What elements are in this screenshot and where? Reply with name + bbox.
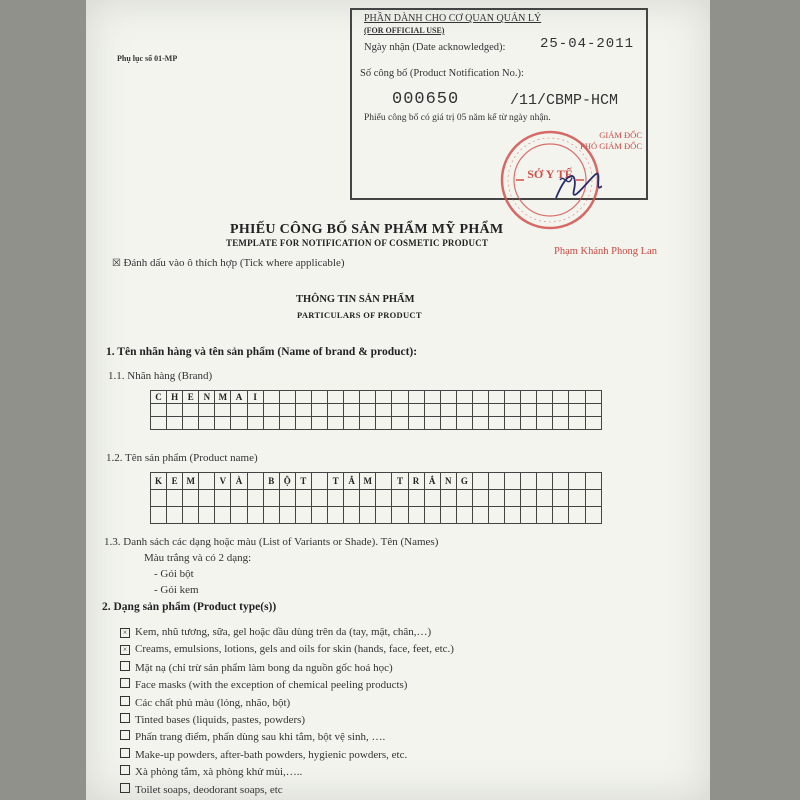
notification-number-value: 000650 [392, 90, 460, 109]
grid-cell[interactable] [151, 490, 167, 507]
grid-cell[interactable] [473, 404, 489, 417]
grid-cell[interactable] [392, 490, 408, 507]
grid-cell[interactable] [473, 490, 489, 507]
appendix-label: Phụ lục số 01-MP [117, 54, 178, 63]
grid-cell[interactable] [376, 473, 392, 490]
grid-cell[interactable] [569, 417, 585, 430]
tick-instruction [112, 257, 345, 269]
product-type-option[interactable] [120, 678, 407, 691]
grid-cell[interactable] [360, 404, 376, 417]
grid-cell[interactable]: T [392, 473, 408, 490]
grid-cell[interactable] [248, 490, 264, 507]
grid-cell[interactable] [215, 507, 231, 524]
grid-cell[interactable] [344, 391, 360, 404]
product-type-option[interactable] [120, 783, 283, 796]
grid-cell[interactable] [441, 507, 457, 524]
grid-cell[interactable] [376, 507, 392, 524]
official-title: PHẦN DÀNH CHO CƠ QUAN QUẢN LÝ [364, 13, 542, 24]
grid-cell[interactable] [328, 490, 344, 507]
grid-cell[interactable] [360, 507, 376, 524]
grid-cell[interactable] [457, 391, 473, 404]
grid-cell[interactable]: G [457, 473, 473, 490]
grid-cell[interactable] [296, 391, 312, 404]
grid-cell[interactable]: R [409, 473, 425, 490]
grid-cell[interactable] [215, 417, 231, 430]
product-name-grid[interactable] [150, 472, 602, 524]
grid-cell[interactable] [537, 473, 553, 490]
checkbox-icon[interactable] [120, 678, 130, 688]
grid-cell[interactable]: T [328, 473, 344, 490]
grid-cell[interactable] [537, 404, 553, 417]
grid-cell[interactable] [521, 490, 537, 507]
grid-cell[interactable] [409, 404, 425, 417]
grid-cell[interactable] [392, 417, 408, 430]
director-line-2: PHÓ GIÁM ĐỐC [580, 141, 642, 151]
grid-cell[interactable] [215, 490, 231, 507]
grid-cell[interactable] [215, 404, 231, 417]
grid-cell[interactable] [569, 404, 585, 417]
grid-cell[interactable] [296, 490, 312, 507]
grid-cell[interactable] [199, 473, 215, 490]
grid-cell[interactable] [280, 490, 296, 507]
grid-cell[interactable]: T [296, 473, 312, 490]
grid-cell[interactable] [328, 507, 344, 524]
grid-cell[interactable] [248, 417, 264, 430]
grid-cell[interactable] [537, 490, 553, 507]
grid-cell[interactable] [489, 417, 505, 430]
grid-cell[interactable] [473, 417, 489, 430]
product-type-option[interactable] [120, 765, 302, 778]
brand-grid[interactable] [150, 390, 602, 430]
grid-cell[interactable] [425, 507, 441, 524]
grid-cell[interactable] [489, 404, 505, 417]
product-type-label: Phấn trang điểm, phấn dùng sau khi tắm, bột vệ sinh, …. [135, 731, 386, 744]
grid-cell[interactable]: E [183, 391, 199, 404]
grid-cell[interactable]: V [215, 473, 231, 490]
grid-cell[interactable] [231, 404, 247, 417]
grid-cell[interactable] [264, 391, 280, 404]
grid-cell[interactable] [344, 507, 360, 524]
grid-cell[interactable] [409, 490, 425, 507]
checkbox-icon[interactable] [120, 730, 130, 740]
grid-cell[interactable] [441, 404, 457, 417]
grid-cell[interactable] [473, 391, 489, 404]
grid-cell[interactable] [553, 417, 569, 430]
tick-example-icon: ☒ [112, 258, 124, 269]
grid-cell[interactable] [586, 490, 602, 507]
grid-cell[interactable] [328, 417, 344, 430]
grid-cell[interactable] [537, 417, 553, 430]
grid-cell[interactable]: N [199, 391, 215, 404]
notification-number-label: Số công bố (Product Notification No.): [360, 68, 524, 79]
product-type-label: Xà phòng tắm, xà phòng khử mùi,….. [135, 766, 303, 779]
grid-cell[interactable] [328, 404, 344, 417]
grid-cell[interactable] [151, 417, 167, 430]
grid-cell[interactable] [344, 417, 360, 430]
grid-cell[interactable] [553, 404, 569, 417]
grid-cell[interactable] [344, 490, 360, 507]
grid-cell[interactable] [312, 473, 328, 490]
form-title-english: TEMPLATE FOR NOTIFICATION OF COSMETIC PRODUCT [226, 238, 489, 248]
grid-cell[interactable] [376, 404, 392, 417]
grid-cell[interactable] [312, 391, 328, 404]
grid-cell[interactable] [473, 507, 489, 524]
grid-cell[interactable]: Ắ [425, 473, 441, 490]
grid-cell[interactable] [199, 490, 215, 507]
grid-cell[interactable] [199, 404, 215, 417]
checkbox-icon[interactable] [120, 765, 130, 775]
official-subtitle: (FOR OFFICIAL USE) [364, 26, 445, 35]
grid-cell[interactable]: À [231, 473, 247, 490]
product-type-option[interactable] [120, 696, 290, 709]
product-type-option[interactable] [120, 748, 407, 761]
grid-cell[interactable] [183, 404, 199, 417]
grid-cell[interactable] [409, 417, 425, 430]
grid-cell[interactable]: H [167, 391, 183, 404]
signer-name: Phạm Khánh Phong Lan [554, 246, 657, 257]
grid-cell[interactable] [521, 417, 537, 430]
grid-cell[interactable] [473, 473, 489, 490]
product-type-option[interactable] [120, 661, 393, 674]
seal-text: SỞ Y TẾ [527, 167, 573, 181]
grid-cell[interactable] [457, 490, 473, 507]
grid-cell[interactable]: Ắ [344, 473, 360, 490]
grid-cell[interactable] [183, 490, 199, 507]
grid-cell[interactable] [151, 404, 167, 417]
grid-cell[interactable]: M [215, 391, 231, 404]
grid-cell[interactable] [586, 391, 602, 404]
grid-cell[interactable] [537, 391, 553, 404]
grid-cell[interactable] [264, 417, 280, 430]
section-title: THÔNG TIN SẢN PHẨM [296, 294, 415, 305]
grid-cell[interactable] [392, 507, 408, 524]
grid-cell[interactable] [505, 391, 521, 404]
section-title-english: PARTICULARS OF PRODUCT [297, 310, 422, 320]
grid-cell[interactable] [457, 417, 473, 430]
product-type-label: Mặt nạ (chỉ trừ sản phẩm làm bong da nguồn gốc hoá học) [135, 661, 393, 674]
grid-cell[interactable] [457, 507, 473, 524]
grid-cell[interactable]: I [248, 391, 264, 404]
grid-cell[interactable] [569, 391, 585, 404]
product-type-label: Các chất phủ màu (lỏng, nhão, bột) [135, 696, 291, 709]
checkbox-icon[interactable] [120, 748, 130, 758]
grid-cell[interactable] [231, 417, 247, 430]
grid-cell[interactable]: B [264, 473, 280, 490]
grid-cell[interactable] [586, 404, 602, 417]
grid-cell[interactable]: M [183, 473, 199, 490]
date-acknowledged-label: Ngày nhận (Date acknowledged): [364, 42, 506, 53]
grid-cell[interactable]: C [151, 391, 167, 404]
grid-cell[interactable] [537, 507, 553, 524]
form-page [86, 0, 710, 800]
grid-cell[interactable] [521, 507, 537, 524]
grid-cell[interactable] [360, 490, 376, 507]
grid-cell[interactable] [264, 404, 280, 417]
grid-cell[interactable] [505, 404, 521, 417]
grid-cell[interactable] [296, 507, 312, 524]
grid-cell[interactable] [280, 417, 296, 430]
grid-cell[interactable] [553, 490, 569, 507]
grid-cell[interactable] [441, 417, 457, 430]
grid-cell[interactable] [248, 507, 264, 524]
grid-cell[interactable] [344, 404, 360, 417]
grid-cell[interactable] [376, 417, 392, 430]
checkbox-icon[interactable] [120, 713, 130, 723]
product-type-option[interactable] [120, 626, 431, 638]
grid-cell[interactable]: E [167, 473, 183, 490]
grid-cell[interactable] [376, 490, 392, 507]
brand-product-heading: 1. Tên nhãn hàng và tên sản phẩm (Name of brand & product): [106, 346, 418, 358]
grid-cell[interactable] [167, 417, 183, 430]
product-type-label: Kem, nhũ tương, sữa, gel hoặc dầu dùng trên da (tay, mặt, chân,…) [135, 626, 432, 638]
variants-intro: Màu trắng và có 2 dạng: [144, 552, 252, 564]
grid-cell[interactable] [183, 417, 199, 430]
grid-cell[interactable] [586, 507, 602, 524]
grid-cell[interactable] [312, 404, 328, 417]
grid-cell[interactable] [425, 404, 441, 417]
tick-instruction-text: Đánh dấu vào ô thích hợp (Tick where applicable) [123, 257, 345, 269]
product-type-label: Make-up powders, after-bath powders, hygienic powders, etc. [135, 748, 408, 761]
checkbox-icon[interactable] [120, 696, 130, 706]
grid-cell[interactable] [296, 404, 312, 417]
grid-cell[interactable] [425, 490, 441, 507]
grid-cell[interactable] [280, 507, 296, 524]
director-line-1: GIÁM ĐỐC [599, 130, 642, 140]
grid-cell[interactable] [280, 391, 296, 404]
grid-cell[interactable] [376, 391, 392, 404]
grid-cell[interactable] [248, 404, 264, 417]
product-name-label: 1.2. Tên sản phẩm (Product name) [106, 452, 258, 464]
product-type-heading: 2. Dạng sản phẩm (Product type(s)) [102, 601, 277, 613]
variant-item: - Gói kem [154, 584, 199, 596]
grid-cell[interactable] [489, 490, 505, 507]
grid-cell[interactable] [521, 391, 537, 404]
form-title: PHIẾU CÔNG BỐ SẢN PHẨM MỸ PHẨM [230, 222, 504, 237]
grid-cell[interactable] [280, 404, 296, 417]
grid-cell[interactable] [425, 391, 441, 404]
grid-cell[interactable] [199, 417, 215, 430]
grid-cell[interactable] [457, 404, 473, 417]
grid-cell[interactable] [489, 507, 505, 524]
checkbox-icon[interactable] [120, 661, 130, 671]
grid-cell[interactable] [199, 507, 215, 524]
grid-cell[interactable] [183, 507, 199, 524]
checkbox-icon[interactable] [120, 783, 130, 793]
grid-cell[interactable] [569, 490, 585, 507]
grid-cell[interactable] [264, 507, 280, 524]
grid-cell[interactable] [586, 473, 602, 490]
grid-cell[interactable] [167, 404, 183, 417]
grid-cell[interactable] [441, 391, 457, 404]
grid-cell[interactable] [521, 404, 537, 417]
checked-box-icon[interactable]: × [120, 628, 130, 638]
grid-cell[interactable] [231, 507, 247, 524]
variant-item: - Gói bột [154, 568, 194, 580]
validity-note: Phiếu công bố có giá trị 05 năm kể từ ngày nhận. [364, 113, 551, 123]
grid-cell[interactable]: K [151, 473, 167, 490]
product-type-option[interactable] [120, 643, 454, 655]
date-acknowledged-value: 25-04-2011 [540, 36, 635, 52]
grid-cell[interactable] [521, 473, 537, 490]
grid-cell[interactable] [248, 473, 264, 490]
grid-cell[interactable]: N [441, 473, 457, 490]
grid-cell[interactable] [505, 473, 521, 490]
grid-cell[interactable] [167, 490, 183, 507]
grid-cell[interactable] [296, 417, 312, 430]
grid-cell[interactable] [569, 507, 585, 524]
grid-cell[interactable] [441, 490, 457, 507]
grid-cell[interactable] [264, 490, 280, 507]
notification-number-suffix: /11/CBMP-HCM [510, 92, 619, 109]
grid-cell[interactable] [505, 417, 521, 430]
product-type-label: Tinted bases (liquids, pastes, powders) [135, 714, 306, 726]
product-type-label: Creams, emulsions, lotions, gels and oils for skin (hands, face, feet, etc.) [135, 643, 454, 656]
checked-box-icon[interactable]: × [120, 645, 130, 655]
grid-cell[interactable] [231, 490, 247, 507]
grid-cell[interactable] [360, 417, 376, 430]
grid-cell[interactable] [360, 391, 376, 404]
grid-cell[interactable] [489, 473, 505, 490]
grid-cell[interactable]: A [231, 391, 247, 404]
grid-cell[interactable] [586, 417, 602, 430]
grid-cell[interactable] [409, 391, 425, 404]
grid-cell[interactable]: Ộ [280, 473, 296, 490]
product-type-option[interactable] [120, 713, 305, 726]
grid-cell[interactable] [167, 507, 183, 524]
official-seal [498, 128, 602, 232]
grid-cell[interactable] [505, 490, 521, 507]
grid-cell[interactable]: M [360, 473, 376, 490]
grid-cell[interactable] [328, 391, 344, 404]
grid-cell[interactable] [425, 417, 441, 430]
grid-cell[interactable] [553, 473, 569, 490]
grid-cell[interactable] [312, 490, 328, 507]
product-type-label: Toilet soaps, deodorant soaps, etc [135, 783, 283, 796]
brand-label: 1.1. Nhãn hàng (Brand) [108, 370, 213, 382]
grid-cell[interactable] [409, 507, 425, 524]
product-type-label: Face masks (with the exception of chemical peeling products) [135, 679, 408, 692]
grid-cell[interactable] [553, 391, 569, 404]
grid-cell[interactable] [569, 473, 585, 490]
grid-cell[interactable] [312, 417, 328, 430]
grid-cell[interactable] [553, 507, 569, 524]
grid-cell[interactable] [392, 391, 408, 404]
variants-label: 1.3. Danh sách các dạng hoặc màu (List of Variants or Shade). Tên (Names) [104, 536, 439, 548]
grid-cell[interactable] [312, 507, 328, 524]
product-type-option[interactable] [120, 730, 385, 743]
grid-cell[interactable] [505, 507, 521, 524]
grid-cell[interactable] [392, 404, 408, 417]
grid-cell[interactable] [489, 391, 505, 404]
grid-cell[interactable] [151, 507, 167, 524]
